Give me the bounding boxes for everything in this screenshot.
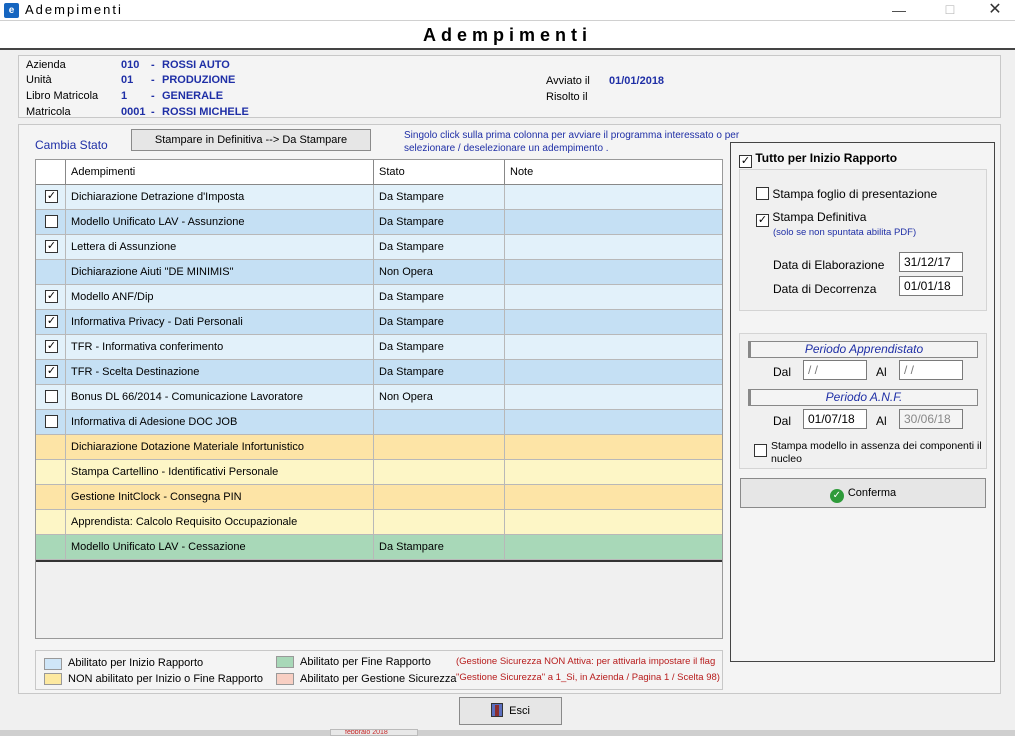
dash: -	[151, 90, 155, 102]
stato-cell	[374, 485, 505, 509]
select-cell[interactable]	[36, 310, 66, 334]
adempimento-cell: Informativa di Adesione DOC JOB	[66, 410, 374, 434]
avviato-value: 01/01/2018	[609, 75, 665, 87]
conferma-label: Conferma	[847, 487, 897, 499]
libro-code: 1	[121, 90, 128, 102]
stato-cell: Da Stampare	[374, 210, 505, 234]
unita-row	[26, 73, 526, 89]
note-cell	[505, 510, 722, 534]
table-row[interactable]	[36, 535, 722, 560]
note-cell	[505, 335, 722, 359]
libro-label: Libro Matricola	[26, 90, 99, 102]
note-cell	[505, 235, 722, 259]
legend-label-inizio: Abilitato per Inizio Rapporto	[68, 657, 204, 669]
adempimento-cell: Bonus DL 66/2014 - Comunicazione Lavoratore	[66, 385, 374, 409]
adempimento-cell: Stampa Cartellino - Identificativi Personale	[66, 460, 374, 484]
azienda-value: ROSSI AUTO	[162, 59, 230, 71]
legend-swatch-inizio	[44, 658, 62, 670]
col-header-note[interactable]: Note	[510, 166, 534, 178]
stato-cell	[374, 435, 505, 459]
stato-cell: Da Stampare	[374, 360, 505, 384]
note-cell	[505, 210, 722, 234]
stato-cell	[374, 460, 505, 484]
cambia-stato-label: Cambia Stato	[35, 138, 108, 152]
matricola-row	[26, 105, 526, 121]
table-row[interactable]	[36, 460, 722, 485]
table-row[interactable]	[36, 435, 722, 460]
note-cell	[505, 460, 722, 484]
select-cell[interactable]	[36, 435, 66, 459]
anf-dal-label: Dal	[773, 414, 792, 428]
table-row[interactable]	[36, 210, 722, 235]
row-checkbox[interactable]	[45, 390, 58, 403]
table-row[interactable]	[36, 235, 722, 260]
stampa-options-group	[739, 169, 987, 311]
azienda-code: 010	[121, 59, 140, 71]
table-row[interactable]	[36, 335, 722, 360]
select-cell[interactable]	[36, 535, 66, 559]
foglio-presentazione-checkbox[interactable]	[756, 187, 937, 201]
maximize-button[interactable]: ☐	[944, 3, 956, 17]
select-cell[interactable]	[36, 460, 66, 484]
grid-divider	[36, 560, 722, 562]
select-cell[interactable]	[36, 485, 66, 509]
minimize-button[interactable]: —	[892, 2, 906, 18]
adempimento-cell: Apprendista: Calcolo Requisito Occupazionale	[66, 510, 374, 534]
matricola-value: ROSSI MICHELE	[162, 106, 249, 118]
check-circle-icon: ✓	[830, 489, 844, 503]
azienda-label: Azienda	[26, 59, 66, 71]
table-row[interactable]	[36, 310, 722, 335]
window-title: Adempimenti	[25, 2, 123, 17]
adempimento-cell: Informativa Privacy - Dati Personali	[66, 310, 374, 334]
adempimento-cell: Gestione InitClock - Consegna PIN	[66, 485, 374, 509]
apprendistato-dal-input[interactable]: / /	[803, 360, 867, 380]
instructions-text: Singolo click sulla prima colonna per avviare il programma interessato o per selezionare / deselezionare un adempimento .	[404, 130, 740, 154]
stato-cell: Da Stampare	[374, 535, 505, 559]
apprendistato-al-input[interactable]: / /	[899, 360, 963, 380]
row-checkbox[interactable]: ✓	[46, 190, 57, 202]
anf-al-label: Al	[876, 414, 887, 428]
options-panel	[730, 142, 995, 662]
modello-checkbox-box[interactable]	[754, 444, 767, 457]
grid-header	[36, 160, 722, 185]
definitiva-label: Stampa Definitiva	[772, 210, 867, 224]
unita-code: 01	[121, 74, 134, 86]
tutto-inizio-checkbox[interactable]	[739, 151, 897, 168]
select-cell[interactable]	[36, 235, 66, 259]
col-header-adempimenti[interactable]: Adempimenti	[66, 160, 374, 185]
background-window-fragment: febbraio 2018	[330, 729, 418, 736]
table-row[interactable]	[36, 385, 722, 410]
tutto-checkbox-box[interactable]: ✓	[740, 155, 751, 167]
dash: -	[151, 59, 155, 71]
note-cell	[505, 435, 722, 459]
libro-row	[26, 89, 526, 105]
data-elaborazione-label: Data di Elaborazione	[773, 258, 885, 272]
conferma-button[interactable]	[740, 478, 986, 508]
row-checkbox[interactable]: ✓	[46, 365, 57, 377]
select-cell[interactable]	[36, 185, 66, 209]
select-cell[interactable]	[36, 360, 66, 384]
anf-al-input[interactable]: 30/06/18	[899, 409, 963, 429]
definitiva-note: (solo se non spuntata abilita PDF)	[773, 227, 917, 238]
stampare-definitiva-button[interactable]: Stampare in Definitiva --> Da Stampare	[131, 129, 371, 151]
adempimenti-grid	[35, 159, 723, 639]
libro-value: GENERALE	[162, 90, 224, 102]
note-cell	[505, 535, 722, 559]
table-row[interactable]	[36, 510, 722, 535]
exit-door-icon	[491, 703, 503, 717]
table-row[interactable]	[36, 285, 722, 310]
note-cell	[505, 360, 722, 384]
table-row[interactable]	[36, 410, 722, 435]
matricola-label: Matricola	[26, 106, 71, 118]
adempimento-cell: Lettera di Assunzione	[66, 235, 374, 259]
apprendistato-title: Periodo Apprendistato	[748, 341, 978, 358]
modello-assenza-checkbox[interactable]	[754, 440, 984, 466]
close-button[interactable]: ✕	[988, 1, 1002, 18]
note-cell	[505, 310, 722, 334]
sicurezza-note-line1: (Gestione Sicurezza NON Attiva: per attivarla impostare il flag	[456, 656, 716, 667]
note-cell	[505, 285, 722, 309]
note-cell	[505, 485, 722, 509]
unita-label: Unità	[26, 74, 52, 86]
sicurezza-note-line2: "Gestione Sicurezza" a 1_Si, in Azienda / Pagina 1 / Scelta 98)	[456, 672, 720, 683]
stato-cell: Da Stampare	[374, 310, 505, 334]
legend-swatch-non-abilitato	[44, 673, 62, 685]
select-cell[interactable]	[36, 260, 66, 284]
table-row[interactable]	[36, 185, 722, 210]
legend-label-fine: Abilitato per Fine Rapporto	[300, 656, 431, 668]
note-cell	[505, 385, 722, 409]
adempimento-cell: Dichiarazione Dotazione Materiale Infortunistico	[66, 435, 374, 459]
esci-button[interactable]	[459, 697, 562, 725]
azienda-row	[26, 58, 526, 74]
legend-swatch-sicurezza	[276, 673, 294, 685]
foglio-label: Stampa foglio di presentazione	[772, 187, 938, 201]
dash: -	[151, 74, 155, 86]
data-decorrenza-label: Data di Decorrenza	[773, 282, 877, 296]
row-checkbox[interactable]: ✓	[46, 340, 57, 352]
adempimento-cell: Modello ANF/Dip	[66, 285, 374, 309]
legend-swatch-fine	[276, 656, 294, 668]
select-cell[interactable]	[36, 285, 66, 309]
row-checkbox[interactable]: ✓	[46, 290, 57, 302]
adempimento-cell: Dichiarazione Aiuti "DE MINIMIS"	[66, 260, 374, 284]
stato-cell: Da Stampare	[374, 335, 505, 359]
matricola-code: 0001	[121, 106, 146, 118]
data-decorrenza-input[interactable]: 01/01/18	[899, 276, 963, 296]
esci-label: Esci	[509, 705, 530, 717]
stato-cell: Non Opera	[374, 260, 505, 284]
select-cell[interactable]	[36, 510, 66, 534]
adempimento-cell: TFR - Informativa conferimento	[66, 335, 374, 359]
taskbar-strip	[0, 730, 1015, 736]
stato-cell: Da Stampare	[374, 285, 505, 309]
select-cell[interactable]	[36, 410, 66, 434]
note-cell	[505, 185, 722, 209]
foglio-checkbox-box[interactable]	[756, 187, 769, 200]
tutto-label: Tutto per Inizio Rapporto	[755, 151, 898, 165]
stato-cell	[374, 410, 505, 434]
select-cell[interactable]	[36, 210, 66, 234]
stato-cell: Da Stampare	[374, 235, 505, 259]
employee-info-panel	[18, 55, 1001, 118]
stampa-definitiva-checkbox[interactable]	[756, 210, 866, 227]
page-header	[0, 20, 1015, 50]
apprendistato-al-label: Al	[876, 365, 887, 379]
col-header-select[interactable]	[36, 160, 66, 185]
definitiva-checkbox-box[interactable]: ✓	[757, 214, 768, 226]
stato-cell: Da Stampare	[374, 185, 505, 209]
legend	[35, 650, 723, 690]
note-cell	[505, 410, 722, 434]
dash: -	[151, 106, 155, 118]
stato-cell	[374, 510, 505, 534]
data-elaborazione-input[interactable]: 31/12/17	[899, 252, 963, 272]
row-checkbox[interactable]	[45, 415, 58, 428]
table-row[interactable]	[36, 485, 722, 510]
app-e-icon: e	[4, 3, 19, 18]
select-cell[interactable]	[36, 335, 66, 359]
unita-value: PRODUZIONE	[162, 74, 236, 86]
stato-cell: Non Opera	[374, 385, 505, 409]
row-checkbox[interactable]: ✓	[46, 240, 57, 252]
row-checkbox[interactable]: ✓	[46, 315, 57, 327]
note-cell	[505, 260, 722, 284]
table-row[interactable]	[36, 360, 722, 385]
periodi-group	[739, 333, 987, 469]
row-checkbox[interactable]	[45, 215, 58, 228]
adempimento-cell: Modello Unificato LAV - Cessazione	[66, 535, 374, 559]
table-row[interactable]	[36, 260, 722, 285]
window-titlebar	[0, 0, 1015, 20]
sicurezza-note	[456, 654, 721, 686]
apprendistato-dal-label: Dal	[773, 365, 792, 379]
avviato-label: Avviato il	[546, 75, 590, 87]
page-title: Adempimenti	[422, 25, 592, 45]
risolto-label: Risolto il	[546, 91, 588, 103]
anf-dal-input[interactable]: 01/07/18	[803, 409, 867, 429]
legend-label-sicurezza: Abilitato per Gestione Sicurezza	[300, 673, 457, 685]
adempimento-cell: TFR - Scelta Destinazione	[66, 360, 374, 384]
anf-title: Periodo A.N.F.	[748, 389, 978, 406]
adempimento-cell: Dichiarazione Detrazione d'Imposta	[66, 185, 374, 209]
legend-label-non-abilitato: NON abilitato per Inizio o Fine Rapporto	[68, 673, 264, 685]
select-cell[interactable]	[36, 385, 66, 409]
col-header-stato[interactable]: Stato	[374, 160, 505, 185]
adempimento-cell: Modello Unificato LAV - Assunzione	[66, 210, 374, 234]
modello-label: Stampa modello in assenza dei componenti il nucleo	[771, 440, 982, 465]
